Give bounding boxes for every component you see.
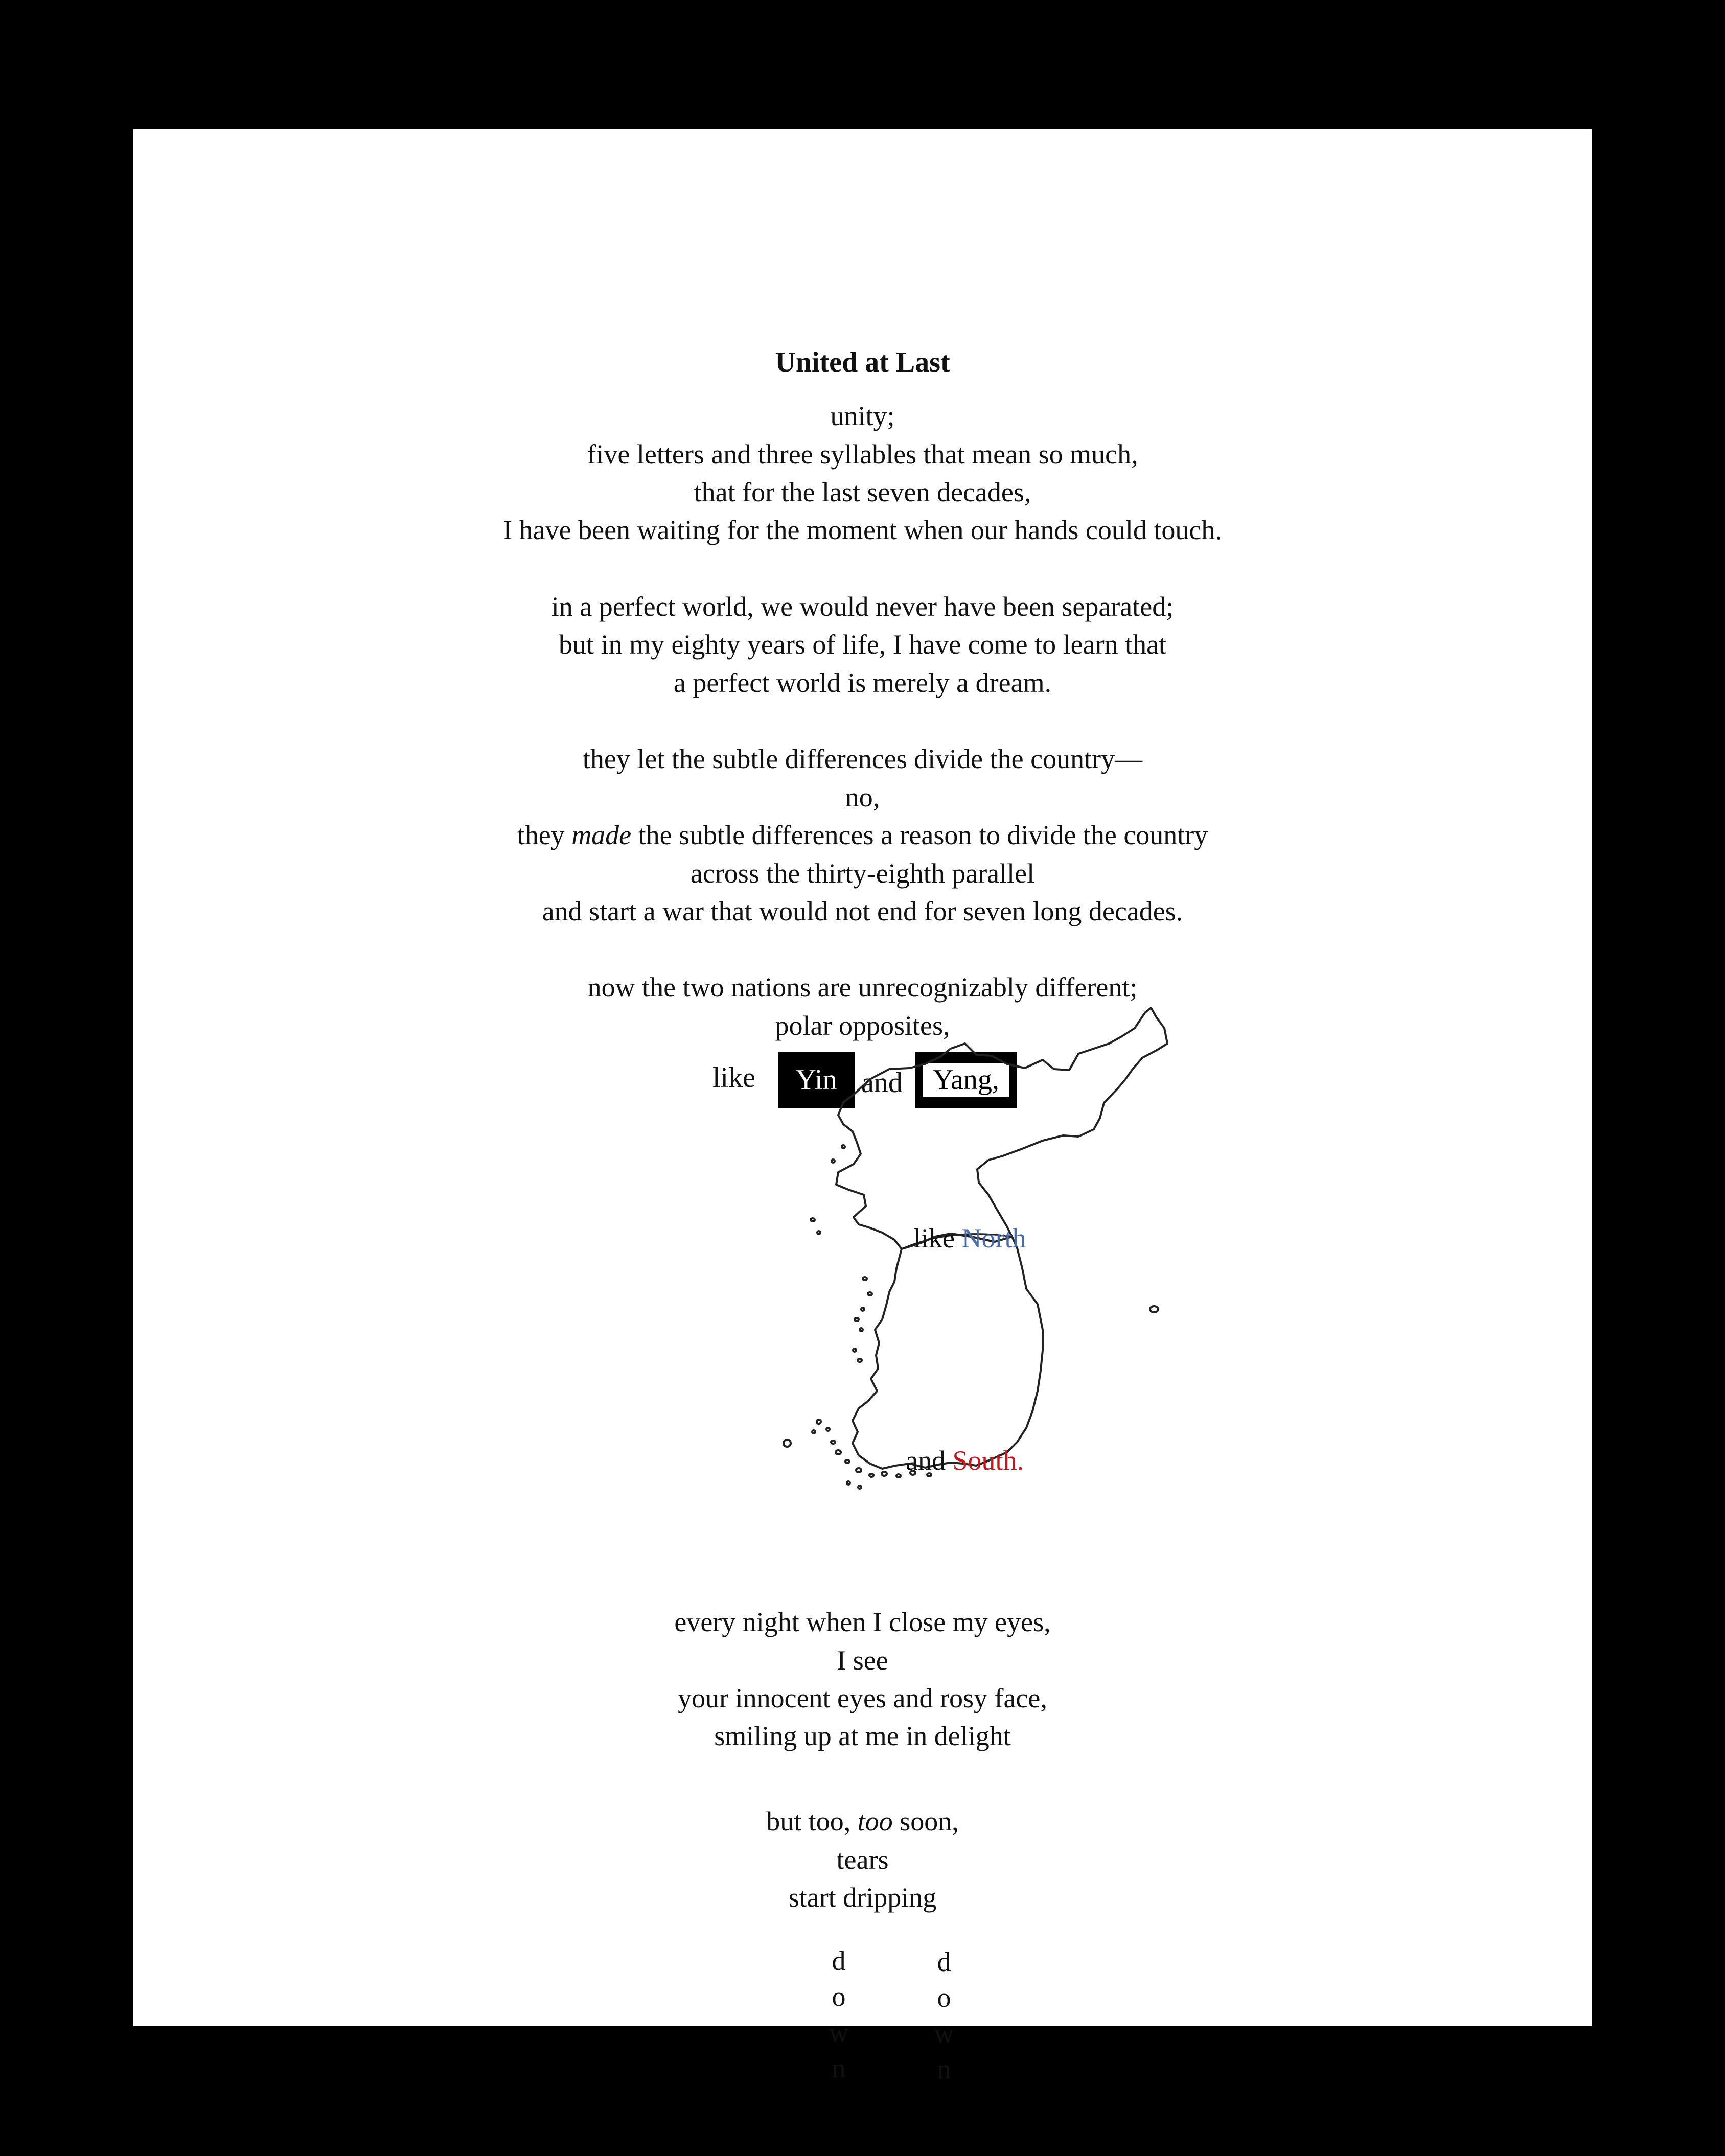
stanza3-line2: no, <box>845 782 880 813</box>
stanza3-line4: across the thirty-eighth parallel <box>690 858 1035 889</box>
stanza5-line1: every night when I close my eyes, <box>674 1607 1051 1637</box>
stanza2-line3: a perfect world is merely a dream. <box>673 667 1052 698</box>
stanza5-line3: your innocent eyes and rosy face, <box>678 1683 1047 1713</box>
stanza1-line4: I have been waiting for the moment when our hands could touch. <box>503 515 1222 545</box>
map-and-word: and <box>906 1445 953 1476</box>
stanza2-line1: in a perfect world, we would never have been separated; <box>551 591 1174 622</box>
down-letter: n <box>832 2053 846 2083</box>
stanza2-line2: but in my eighty years of life, I have come to learn that <box>558 629 1167 660</box>
down-letter: o <box>937 1982 951 2013</box>
south-korea-outline <box>853 1234 1043 1469</box>
down-letter: o <box>832 1981 846 2012</box>
stanza6-line3: start dripping <box>788 1882 937 1913</box>
stanza4-line1: now the two nations are unrecognizably different; <box>587 972 1138 1003</box>
stanza1-line3: that for the last seven decades, <box>694 477 1031 507</box>
stanza3-line3-post: the subtle differences a reason to divide the country <box>631 820 1208 850</box>
north-korea-outline <box>836 1008 1167 1249</box>
stanza4-line2: polar opposites, <box>775 1010 950 1041</box>
north-word: North <box>961 1223 1026 1254</box>
stanza1-line1: unity; <box>830 401 895 431</box>
stanza6-line1-pre: but too, <box>766 1806 858 1837</box>
poem-page <box>133 129 1592 2084</box>
map-like-word: like <box>913 1223 962 1254</box>
korea-peninsula-map <box>685 992 1288 1606</box>
down-column-left <box>823 1943 854 2086</box>
down-letter: w <box>934 2018 954 2049</box>
map-south-label <box>906 1445 1024 1476</box>
stanza3-line3 <box>133 821 1592 849</box>
stanza6-line1 <box>133 1807 1592 1835</box>
down-letter: n <box>937 2054 951 2084</box>
yin-label: Yin <box>795 1064 837 1096</box>
stanza3-line3-pre: they <box>517 820 572 850</box>
stanza6-line2: tears <box>836 1844 889 1875</box>
stanza3-line5: and start a war that would not end for seven long decades. <box>542 896 1183 926</box>
down-letter: d <box>937 1946 951 1977</box>
like-word: like <box>712 1062 755 1094</box>
map-north-label <box>913 1222 1026 1254</box>
down-column-right <box>929 1944 959 2087</box>
down-letter: w <box>829 2017 849 2048</box>
yang-label: Yang, <box>933 1064 999 1096</box>
stanza6-line1-post: soon, <box>892 1806 959 1837</box>
stanza3-line3-emphasis: made <box>571 820 632 850</box>
down-letter: d <box>832 1945 846 1976</box>
stanza1-line2: five letters and three syllables that mean so much, <box>587 439 1138 470</box>
stanza5-line2: I see <box>837 1645 888 1676</box>
poem-title: United at Last <box>775 346 950 378</box>
south-word: South. <box>952 1445 1024 1476</box>
and-word: and <box>861 1067 903 1099</box>
stanza6-line1-emphasis: too <box>857 1806 893 1837</box>
stanza3-line1: they let the subtle differences divide the country— <box>582 744 1143 774</box>
stanza5-line4: smiling up at me in delight <box>714 1721 1011 1751</box>
